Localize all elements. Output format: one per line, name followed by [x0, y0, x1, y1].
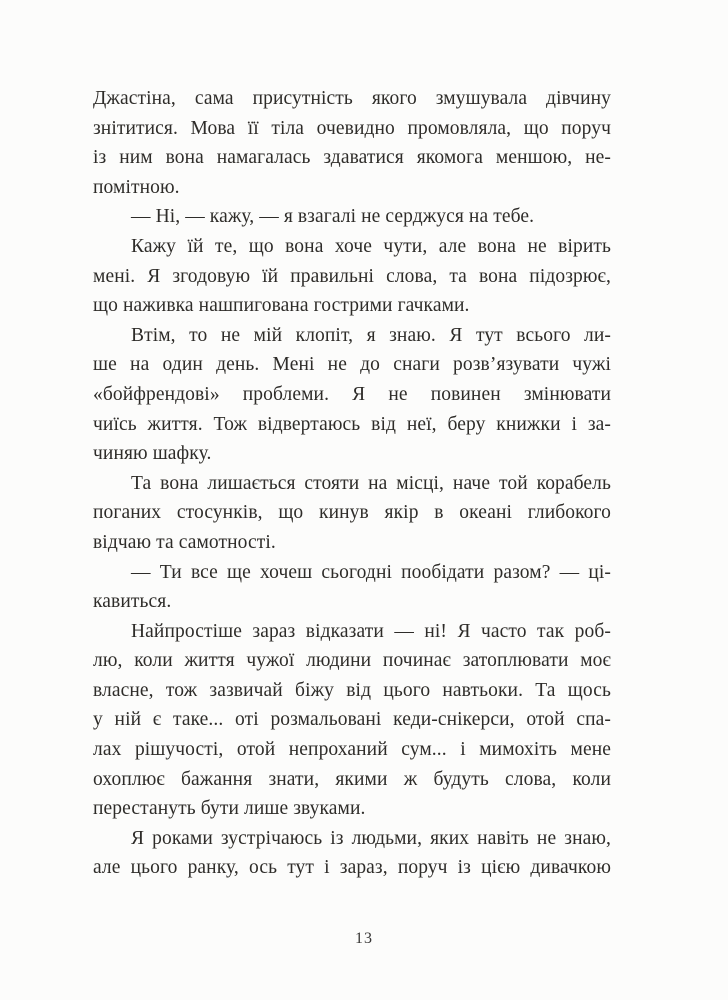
text-line: із ним вона намагалась здаватися якомога меншою, не- [93, 147, 611, 169]
text-line: ше на один день. Мені не до снаги розв’язувати чужі [93, 354, 611, 376]
text-line: Втім, то не мій клопіт, я знаю. Я тут всього ли- [131, 324, 611, 346]
text-line: Кажу їй те, що вона хоче чути, але вона не вірить [131, 235, 611, 257]
text-line: Джастіна, сама присутність якого змушувала дівчину [93, 88, 611, 109]
text-line: знітитися. Мова її тіла очевидно промовляла, що поруч [93, 117, 611, 139]
text-line: мені. Я згодовую їй правильні слова, та вона підозрює, [93, 265, 611, 287]
text-line: лах рішучості, отой непроханий сум... і мимохіть мене [93, 739, 611, 761]
text-line: перестануть бути лише звуками. [93, 798, 366, 820]
paragraph [93, 202, 611, 232]
paragraph [93, 232, 611, 321]
paragraph [93, 558, 611, 617]
text-line: що наживка нашпигована гострими гачками. [93, 295, 470, 317]
text-line: власне, тож зазвичай біжу від цього навтьоки. Та щось [93, 679, 611, 701]
text-line: у ній є таке... оті розмальовані кеди-снікерси, отой спа- [93, 709, 611, 731]
text-line: кавиться. [93, 591, 172, 613]
text-line: чиняю шафку. [93, 443, 212, 465]
text-line: — Ні, — кажу, — я взагалі не серджуся на тебе. [131, 206, 535, 228]
text-line: чиїсь життя. Тож відвертаюсь від неї, беру книжки і за- [93, 413, 611, 435]
text-line: Найпростіше зараз відказати — ні! Я часто так роб- [131, 620, 611, 642]
text-line: помітною. [93, 176, 180, 198]
paragraph [93, 84, 611, 202]
text-line: лю, коли життя чужої людини починає затоплювати моє [93, 650, 611, 672]
page-text [93, 84, 611, 883]
paragraph [93, 824, 611, 883]
text-line: відчаю та самотності. [93, 531, 276, 553]
text-line: Я роками зустрічаюсь із людьми, яких навіть не знаю, [131, 827, 611, 849]
text-line: «бойфрендові» проблеми. Я не повинен змінювати [93, 383, 611, 405]
paragraph [93, 469, 611, 558]
paragraph [93, 321, 611, 469]
text-line: охоплює бажання знати, якими ж будуть слова, коли [93, 768, 611, 790]
text-line: поганих стосунків, що кинув якір в океані глибокого [93, 502, 611, 524]
text-line: — Ти все ще хочеш сьогодні пообідати разом? — ці- [131, 561, 611, 583]
text-line: Та вона лишається стояти на місці, наче той корабель [131, 472, 611, 494]
page-number: 13 [355, 930, 373, 947]
text-line: але цього ранку, ось тут і зараз, поруч із цією дивачкою [93, 857, 611, 879]
paragraph [93, 617, 611, 824]
